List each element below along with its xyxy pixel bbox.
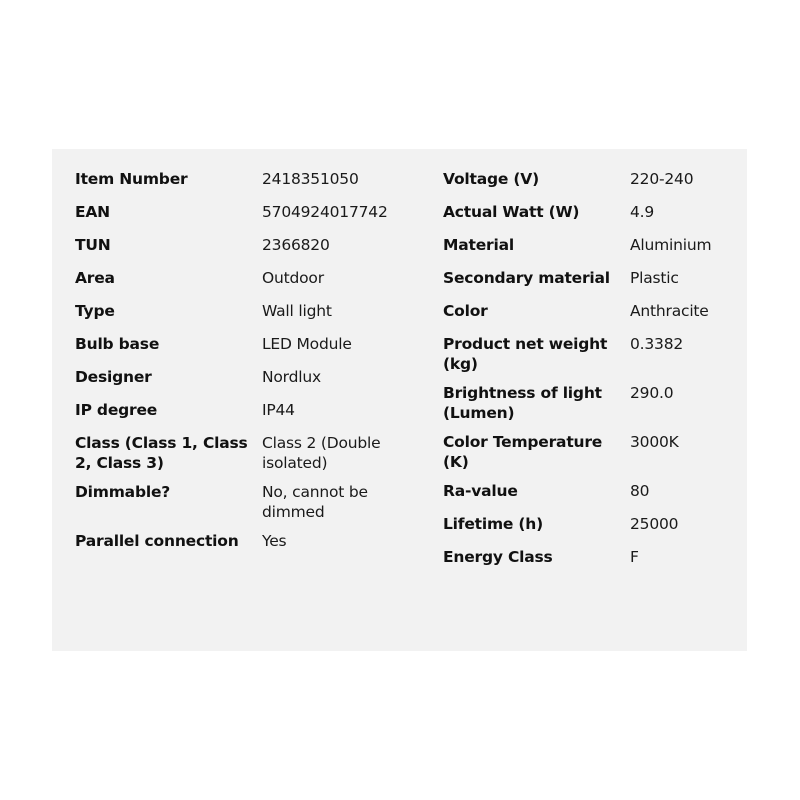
spec-row-type <box>75 301 402 325</box>
product-specifications-panel <box>52 149 747 651</box>
spec-value: 0.3382 <box>630 335 684 353</box>
spec-label: Brightness of light (Lumen) <box>443 384 602 422</box>
spec-value: Outdoor <box>262 269 324 287</box>
spec-value: Nordlux <box>262 368 321 386</box>
spec-value: Anthracite <box>630 302 709 320</box>
spec-value: 25000 <box>630 515 679 533</box>
spec-row-material <box>443 235 740 259</box>
spec-label: Material <box>443 236 514 254</box>
spec-column-right <box>443 169 740 580</box>
spec-value: 5704924017742 <box>262 203 388 221</box>
spec-label: Area <box>75 269 115 287</box>
spec-label: Ra-value <box>443 482 518 500</box>
spec-label: Designer <box>75 368 152 386</box>
spec-row-energy-class <box>443 547 740 571</box>
spec-row-item-number <box>75 169 402 193</box>
spec-row-designer <box>75 367 402 391</box>
spec-row-ip-degree <box>75 400 402 424</box>
spec-label: Color <box>443 302 488 320</box>
spec-label: Lifetime (h) <box>443 515 544 533</box>
spec-value: 80 <box>630 482 650 500</box>
spec-value: IP44 <box>262 401 295 419</box>
spec-label: TUN <box>75 236 111 254</box>
spec-value: LED Module <box>262 335 352 353</box>
spec-label: Type <box>75 302 115 320</box>
spec-value: F <box>630 548 639 566</box>
spec-label: Voltage (V) <box>443 170 539 188</box>
spec-label: Item Number <box>75 170 188 188</box>
spec-label: Class (Class 1, Class 2, Class 3) <box>75 434 248 472</box>
spec-row-voltage <box>443 169 740 193</box>
spec-value: 2418351050 <box>262 170 359 188</box>
spec-value: 2366820 <box>262 236 330 254</box>
spec-label: EAN <box>75 203 110 221</box>
spec-row-dimmable <box>75 482 402 522</box>
spec-row-class <box>75 433 402 473</box>
spec-row-tun <box>75 235 402 259</box>
spec-value: Aluminium <box>630 236 712 254</box>
spec-value: Class 2 (Double isolated) <box>262 434 381 472</box>
spec-label: Bulb base <box>75 335 160 353</box>
spec-label: Energy Class <box>443 548 553 566</box>
spec-row-area <box>75 268 402 292</box>
spec-row-net-weight <box>443 334 740 374</box>
spec-row-parallel-connection <box>75 531 402 555</box>
spec-row-color <box>443 301 740 325</box>
spec-value: 3000K <box>630 433 679 451</box>
spec-value: 4.9 <box>630 203 655 221</box>
spec-value: 290.0 <box>630 384 674 402</box>
spec-row-ean <box>75 202 402 226</box>
spec-label: Product net weight (kg) <box>443 335 608 373</box>
spec-value: 220-240 <box>630 170 694 188</box>
spec-column-left <box>75 169 402 564</box>
spec-row-actual-watt <box>443 202 740 226</box>
spec-row-brightness <box>443 383 740 423</box>
spec-label: Color Temperature (K) <box>443 433 603 471</box>
spec-row-bulb-base <box>75 334 402 358</box>
spec-row-secondary-material <box>443 268 740 292</box>
spec-label: Dimmable? <box>75 483 171 501</box>
spec-value: Plastic <box>630 269 679 287</box>
spec-row-color-temperature <box>443 432 740 472</box>
spec-value: Wall light <box>262 302 332 320</box>
spec-label: Parallel connection <box>75 532 239 550</box>
spec-label: Secondary material <box>443 269 610 287</box>
spec-row-ra-value <box>443 481 740 505</box>
spec-label: IP degree <box>75 401 158 419</box>
spec-row-lifetime <box>443 514 740 538</box>
spec-value: Yes <box>262 532 287 550</box>
spec-value: No, cannot be dimmed <box>262 483 368 521</box>
spec-label: Actual Watt (W) <box>443 203 580 221</box>
